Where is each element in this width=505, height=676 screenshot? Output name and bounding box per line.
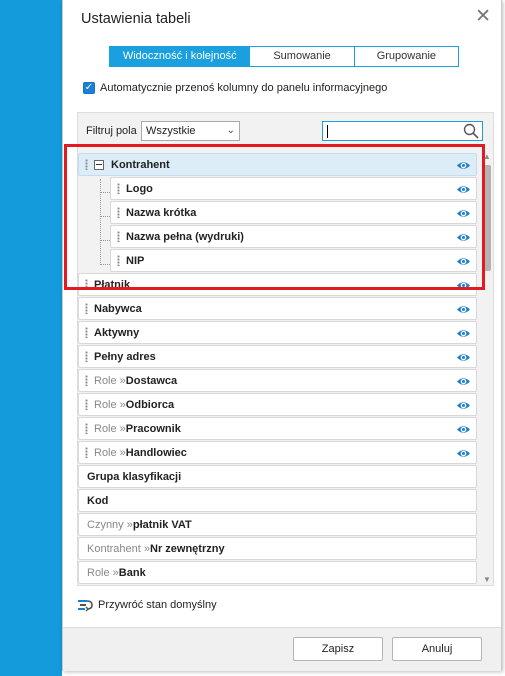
eye-icon[interactable] — [456, 398, 471, 416]
field-row[interactable] — [110, 177, 477, 200]
search-icon[interactable] — [463, 123, 479, 139]
eye-icon[interactable] — [456, 350, 471, 368]
field-row[interactable] — [78, 537, 477, 560]
drag-handle-icon[interactable] — [117, 183, 120, 194]
restore-icon — [77, 598, 95, 612]
field-row[interactable] — [78, 345, 477, 368]
collapse-icon[interactable] — [94, 160, 104, 170]
dialog-title: Ustawienia tabeli — [81, 11, 191, 27]
field-path-prefix: Role » — [94, 374, 126, 387]
filter-select[interactable] — [141, 121, 240, 141]
eye-icon[interactable] — [456, 206, 471, 224]
drag-handle-icon[interactable] — [117, 231, 120, 242]
tab-grouping[interactable]: Grupowanie — [354, 47, 458, 66]
field-label: Pełny adres — [94, 350, 156, 363]
drag-handle-icon[interactable] — [85, 375, 88, 386]
field-row[interactable] — [78, 513, 477, 536]
scrollbar-thumb[interactable] — [484, 165, 491, 271]
background-sidebar — [0, 0, 62, 676]
field-label: Odbiorca — [125, 398, 175, 411]
scroll-up-icon[interactable]: ▲ — [483, 152, 491, 161]
tree-connector — [100, 264, 110, 265]
eye-icon[interactable] — [456, 446, 471, 464]
field-label: Bank — [118, 566, 146, 579]
field-label: Nazwa krótka — [126, 206, 197, 219]
checkbox-checked-icon[interactable]: ✓ — [84, 82, 94, 93]
field-label: Aktywny — [94, 326, 140, 339]
eye-icon[interactable] — [456, 422, 471, 440]
eye-icon[interactable] — [456, 182, 471, 200]
drag-handle-icon[interactable] — [85, 351, 88, 362]
field-label: Płatnik — [94, 278, 131, 291]
filter-label: Filtruj pola — [86, 125, 137, 137]
list-scrollbar[interactable] — [482, 151, 493, 585]
drag-handle-icon[interactable] — [85, 447, 88, 458]
field-label: Grupa klasyfikacji — [87, 470, 182, 483]
fields-panel — [77, 112, 494, 586]
field-label: Nr zewnętrzny — [150, 542, 225, 555]
eye-icon[interactable] — [456, 326, 471, 344]
field-row[interactable] — [110, 249, 477, 272]
text-caret — [327, 125, 328, 138]
tab-visibility-order[interactable]: Widoczność i kolejność — [110, 47, 249, 66]
drag-handle-icon[interactable] — [117, 255, 120, 266]
field-label: Kod — [87, 494, 109, 507]
drag-handle-icon[interactable] — [85, 159, 88, 170]
field-label: płatnik VAT — [132, 518, 192, 531]
eye-icon[interactable] — [456, 230, 471, 248]
fields-list — [78, 151, 493, 585]
eye-icon[interactable] — [456, 158, 471, 176]
field-path-prefix: Role » — [87, 566, 119, 579]
save-button[interactable]: Zapisz — [293, 637, 383, 661]
field-label: Handlowiec — [125, 446, 187, 459]
tab-bar — [109, 46, 459, 67]
field-label: Logo — [126, 182, 153, 195]
field-row[interactable] — [78, 273, 477, 296]
restore-label: Przywróć stan domyślny — [98, 599, 217, 611]
dialog-footer — [63, 627, 501, 671]
eye-icon[interactable] — [456, 302, 471, 320]
field-path-prefix: Role » — [94, 422, 126, 435]
drag-handle-icon[interactable] — [85, 279, 88, 290]
field-path-prefix: Czynny » — [87, 518, 133, 531]
drag-handle-icon[interactable] — [117, 207, 120, 218]
scroll-down-icon[interactable]: ▼ — [483, 575, 491, 584]
field-label: Pracownik — [125, 422, 181, 435]
field-row[interactable] — [78, 153, 477, 176]
eye-icon[interactable] — [456, 374, 471, 392]
close-icon[interactable]: ✕ — [475, 6, 491, 27]
auto-move-option[interactable] — [83, 82, 387, 94]
filter-select-value: Wszystkie — [146, 125, 196, 137]
field-label: Nabywca — [94, 302, 142, 315]
field-path-prefix: Kontrahent » — [87, 542, 150, 555]
drag-handle-icon[interactable] — [85, 399, 88, 410]
search-input[interactable] — [322, 121, 483, 141]
field-row[interactable] — [78, 441, 477, 464]
field-row[interactable] — [78, 321, 477, 344]
eye-icon[interactable] — [456, 278, 471, 296]
table-settings-dialog — [62, 0, 502, 671]
tree-connector — [100, 216, 110, 217]
field-path-prefix: Role » — [94, 446, 126, 459]
field-row[interactable] — [78, 393, 477, 416]
eye-icon[interactable] — [456, 254, 471, 272]
tab-summing[interactable]: Sumowanie — [249, 47, 353, 66]
field-row[interactable] — [78, 465, 477, 488]
field-path-prefix: Role » — [94, 398, 126, 411]
field-row[interactable] — [78, 369, 477, 392]
field-row[interactable] — [78, 417, 477, 440]
tree-connector — [100, 192, 110, 193]
restore-default-button[interactable] — [77, 598, 217, 612]
drag-handle-icon[interactable] — [85, 423, 88, 434]
field-row[interactable] — [110, 225, 477, 248]
field-row[interactable] — [78, 561, 477, 584]
drag-handle-icon[interactable] — [85, 303, 88, 314]
field-row[interactable] — [78, 489, 477, 512]
field-row[interactable] — [78, 297, 477, 320]
field-label: NIP — [126, 254, 145, 267]
auto-move-label: Automatycznie przenoś kolumny do panelu informacyjnego — [100, 82, 388, 94]
field-row[interactable] — [110, 201, 477, 224]
field-label: Dostawca — [125, 374, 178, 387]
drag-handle-icon[interactable] — [85, 327, 88, 338]
field-label: Kontrahent — [111, 158, 170, 171]
cancel-button[interactable]: Anuluj — [392, 637, 482, 661]
field-label: Nazwa pełna (wydruki) — [126, 230, 244, 243]
chevron-down-icon: ⌄ — [226, 125, 235, 136]
tree-connector — [100, 240, 110, 241]
